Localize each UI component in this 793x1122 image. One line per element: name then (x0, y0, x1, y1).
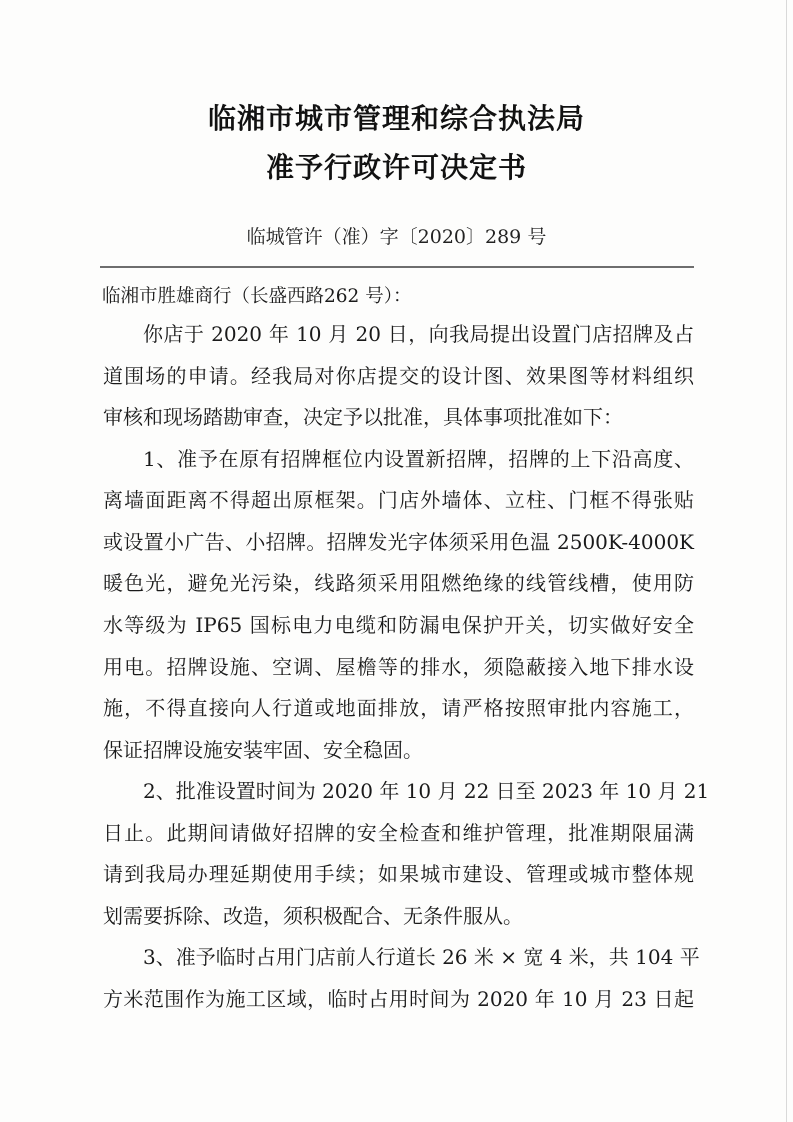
addressee: 临湘市胜雄商行（长盛西路262 号）： (102, 286, 412, 307)
body-line: 道围场的申请。经我局对你店提交的设计图、效果图等材料组织 (103, 364, 694, 388)
body-line: 方米范围作为施工区域，临时占用时间为 2020 年 10 月 23 日起 (103, 987, 694, 1011)
body-line: 保证招牌设施安装牢固、安全稳固。 (103, 738, 423, 762)
body-line: 施，不得直接向人行道或地面排放，请严格按照审批内容施工， (103, 696, 694, 720)
body-line: 用电。招牌设施、空调、屋檐等的排水，须隐蔽接入地下排水设 (103, 655, 694, 679)
issuing-authority-title: 临湘市城市管理和综合执法局 (207, 102, 585, 135)
body-line: 3、准予临时占用门店前人行道长 26 米 × 宽 4 米，共 104 平 (143, 945, 700, 969)
body-line: 暖色光，避免光污染，线路须采用阻燃绝缘的线管线槽，使用防 (103, 571, 694, 595)
body-line: 划需要拆除、改造，须积极配合、无条件服从。 (103, 904, 523, 928)
body-line: 1、准予在原有招牌框位内设置新招牌，招牌的上下沿高度、 (143, 447, 694, 471)
document-number: 临城管许（准）字〔2020〕289 号 (246, 226, 547, 248)
body-line: 或设置小广告、小招牌。招牌发光字体须采用色温 2500K-4000K (103, 530, 694, 554)
body-line: 离墙面距离不得超出原框架。门店外墙体、立柱、门框不得张贴 (103, 488, 694, 512)
document-title: 准予行政许可决定书 (265, 151, 527, 184)
body-line: 水等级为 IP65 国标电力电缆和防漏电保护开关，切实做好安全 (103, 613, 694, 637)
body-line: 审核和现场踏勘审查，决定予以批准，具体事项批准如下： (103, 405, 623, 429)
body-line: 2、批准设置时间为 2020 年 10 月 22 日至 2023 年 10 月 21 (143, 779, 710, 803)
header-divider (100, 266, 694, 268)
body-line: 你店于 2020 年 10 月 20 日，向我局提出设置门店招牌及占 (143, 322, 694, 346)
body-line: 日止。此期间请做好招牌的安全检查和维护管理，批准期限届满 (103, 821, 694, 845)
body-line: 请到我局办理延期使用手续；如果城市建设、管理或城市整体规 (103, 862, 694, 886)
